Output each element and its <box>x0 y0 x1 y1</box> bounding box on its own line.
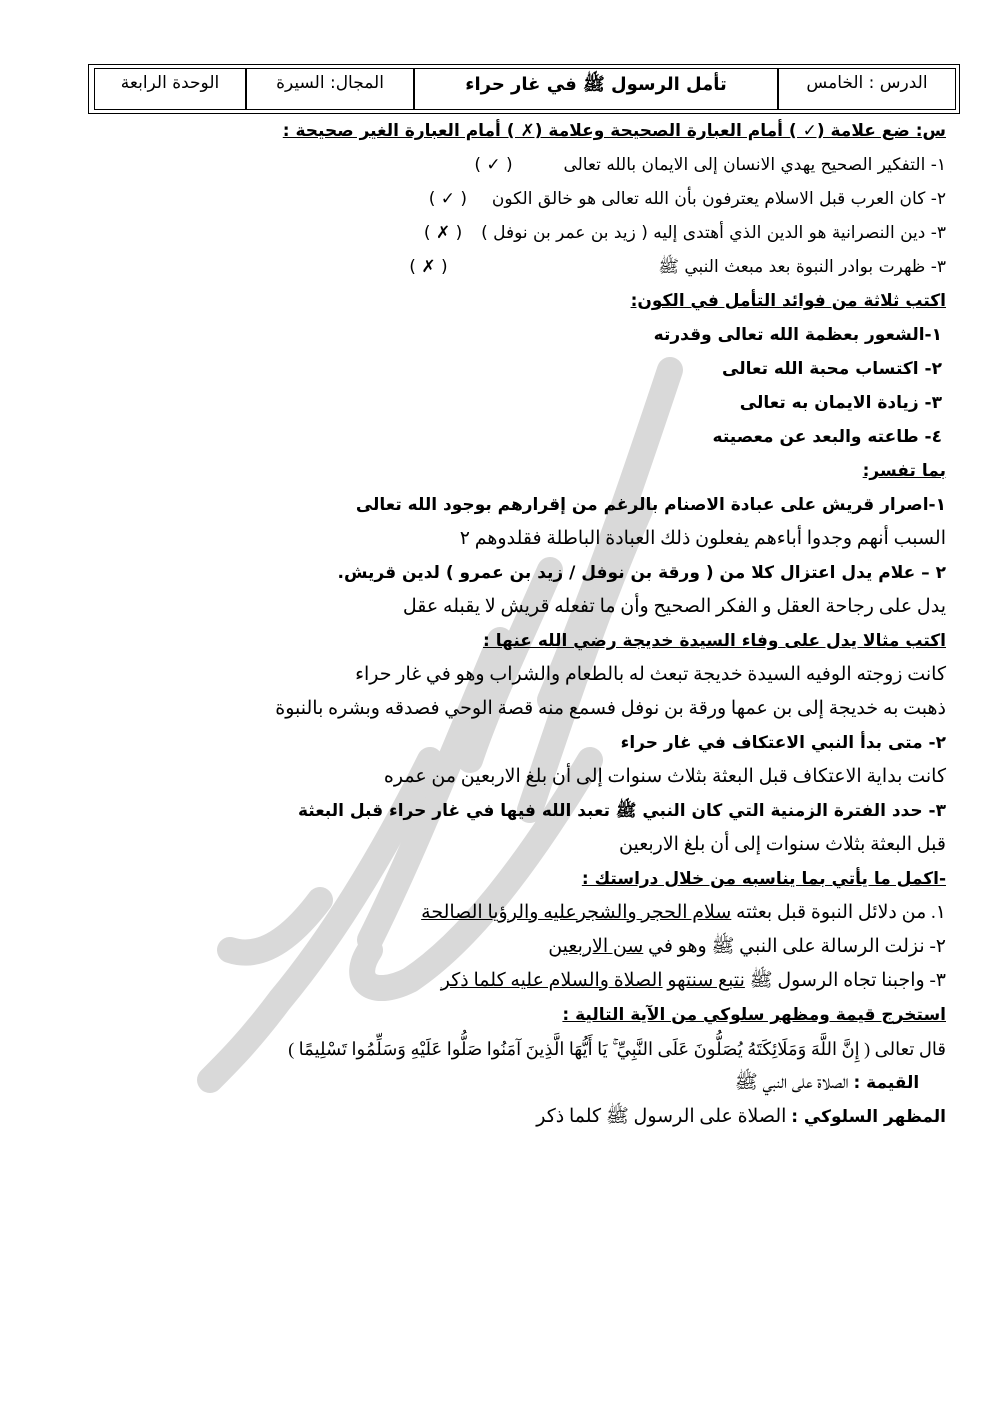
lesson-cell: الدرس : الخامس <box>778 68 956 110</box>
worksheet-content <box>160 114 946 1134</box>
q5-item-1 <box>160 896 946 930</box>
q1-item-mark: ( ✓ ) <box>474 155 513 175</box>
lesson-title: تأمل الرسول ﷺ في غار حراء <box>414 68 778 110</box>
q5-item-answer: سن الاربعين <box>548 936 644 957</box>
q4-answer-3: كانت بداية الاعتكاف قبل البعثة بثلاث سنوات إلى أن بلغ الاربعين من عمره <box>383 766 946 787</box>
q1-item-text: ١- التفكير الصحيح يهدي الانسان إلى الايمان بالله تعالى <box>563 155 946 175</box>
q6-verse: قال تعالى ( إِنَّ اللَّهَ وَمَلَائِكَتَهُ يُصَلُّونَ عَلَى النَّبِيِّ ۚ يَا أَيُّهَا الَّذِينَ آمَنُوا صَلُّوا عَلَيْهِ وَسَلِّمُوا تَسْلِيمًا ) <box>288 1039 946 1059</box>
q5-item-connector: و <box>667 970 678 991</box>
q4-answer-4: قبل البعثة بثلاث سنوات إلى أن بلغ الاربعين <box>619 834 946 855</box>
q5-item-answer: نتبع سنته <box>677 970 745 991</box>
q4-heading: اكتب مثالا يدل على وفاء السيدة خديجة رضي الله عنها : <box>483 631 946 651</box>
header-table <box>88 64 960 114</box>
q1-item-mark: ( ✓ ) <box>428 189 468 209</box>
field-cell: المجال: السيرة <box>246 68 414 110</box>
q5-item-prefix: ١. من دلائل النبوة قبل بعثته <box>736 902 946 923</box>
q5-heading: -اكمل ما يأتي بما يناسبه من خلال دراستك : <box>581 869 946 889</box>
q1-item-1 <box>160 148 946 182</box>
q1-item-text: ٢- كان العرب قبل الاسلام يعترفون بأن الله تعالى هو خالق الكون <box>491 189 946 209</box>
q2-item-3: ٣- زيادة الايمان به تعالى <box>739 393 942 413</box>
q5-item-answer: الصلاة والسلام عليه كلما ذكر <box>440 970 663 991</box>
q5-item-3 <box>160 964 946 998</box>
q6-value-line <box>160 1066 946 1100</box>
q1-item-4 <box>160 250 946 284</box>
q3-question-1: ١-اصرار قريش على عبادة الاصنام بالرغم من إقرارهم بوجود الله تعالى <box>355 495 946 515</box>
q1-item-3 <box>160 216 946 250</box>
q6-behavior-label: المظهر السلوكي : <box>791 1107 946 1127</box>
q5-item-prefix: ٣- واجبنا تجاه الرسول ﷺ <box>749 970 946 991</box>
q4-question-2: ٢- متى بدأ النبي الاعتكاف في غار حراء <box>620 733 946 753</box>
q2-item-1: ١-الشعور بعظمة الله تعالى وقدرته <box>653 325 942 345</box>
q6-value-label: القيمة : <box>853 1073 920 1093</box>
q1-item-mark: ( ✗ ) <box>423 223 463 243</box>
q1-item-2 <box>160 182 946 216</box>
q6-heading: استخرج قيمة ومظهر سلوكي من الآية التالية : <box>562 1005 946 1025</box>
q4-question-3: ٣- حدد الفترة الزمنية التي كان النبي ﷺ تعبد الله فيها في غار حراء قبل البعثة <box>297 801 946 821</box>
q1-item-text: ٣- ظهرت بوادر النبوة بعد مبعث النبي ﷺ <box>658 257 946 277</box>
q5-item-prefix: ٢- نزلت الرسالة على النبي ﷺ وهو في <box>648 936 946 957</box>
q4-answer-2: ذهبت به خديجة إلى بن عمها ورقة بن نوفل فسمع منه قصة الوحي فصدقه وبشره بالنبوة <box>275 698 946 719</box>
q5-item-answer: سلام الحجر والشجرعليه والرؤيا الصالحة <box>421 902 732 923</box>
q4-answer-1: كانت زوجته الوفيه السيدة خديجة تبعث له بالطعام والشراب وهو في غار حراء <box>355 664 946 685</box>
unit-cell: الوحدة الرابعة <box>94 68 246 110</box>
q1-item-text: ٣- دين النصرانية هو الدين الذي أهتدى إليه ( زيد بن عمر بن نوفل ) <box>481 223 946 243</box>
q2-item-4: ٤- طاعته والبعد عن معصيته <box>712 427 942 447</box>
q2-heading: اكتب ثلاثة من فوائد التأمل في الكون: <box>630 291 946 311</box>
q2-item-2: ٢- اكتساب محبة الله تعالى <box>722 359 942 379</box>
q6-behavior-line <box>160 1100 946 1134</box>
q5-item-2 <box>160 930 946 964</box>
q1-item-mark: ( ✗ ) <box>409 257 448 277</box>
q3-answer-1: السبب أنهم وجدوا أباءهم يفعلون ذلك العبادة الباطلة فقلدوهم ٢ <box>459 528 946 549</box>
q3-question-2: ٢ – علام يدل اعتزال كلا من ( ورقة بن نوفل / زيد بن عمرو ) لدين قريش. <box>337 563 946 583</box>
q3-answer-2: يدل على رجاحة العقل و الفكر الصحيح وأن ما تفعله قريش لا يقبله عقل <box>402 596 946 617</box>
q1-heading: س: ضع علامة (✓ ) أمام العبارة الصحيحة وعلامة (✗ ) أمام العبارة الغير صحيحة : <box>282 121 946 141</box>
q6-behavior: الصلاة على الرسول ﷺ كلما ذكر <box>536 1106 787 1127</box>
q3-heading: بما تفسر: <box>862 461 946 481</box>
q6-value: الصلاة على النبي ﷺ <box>734 1072 849 1093</box>
